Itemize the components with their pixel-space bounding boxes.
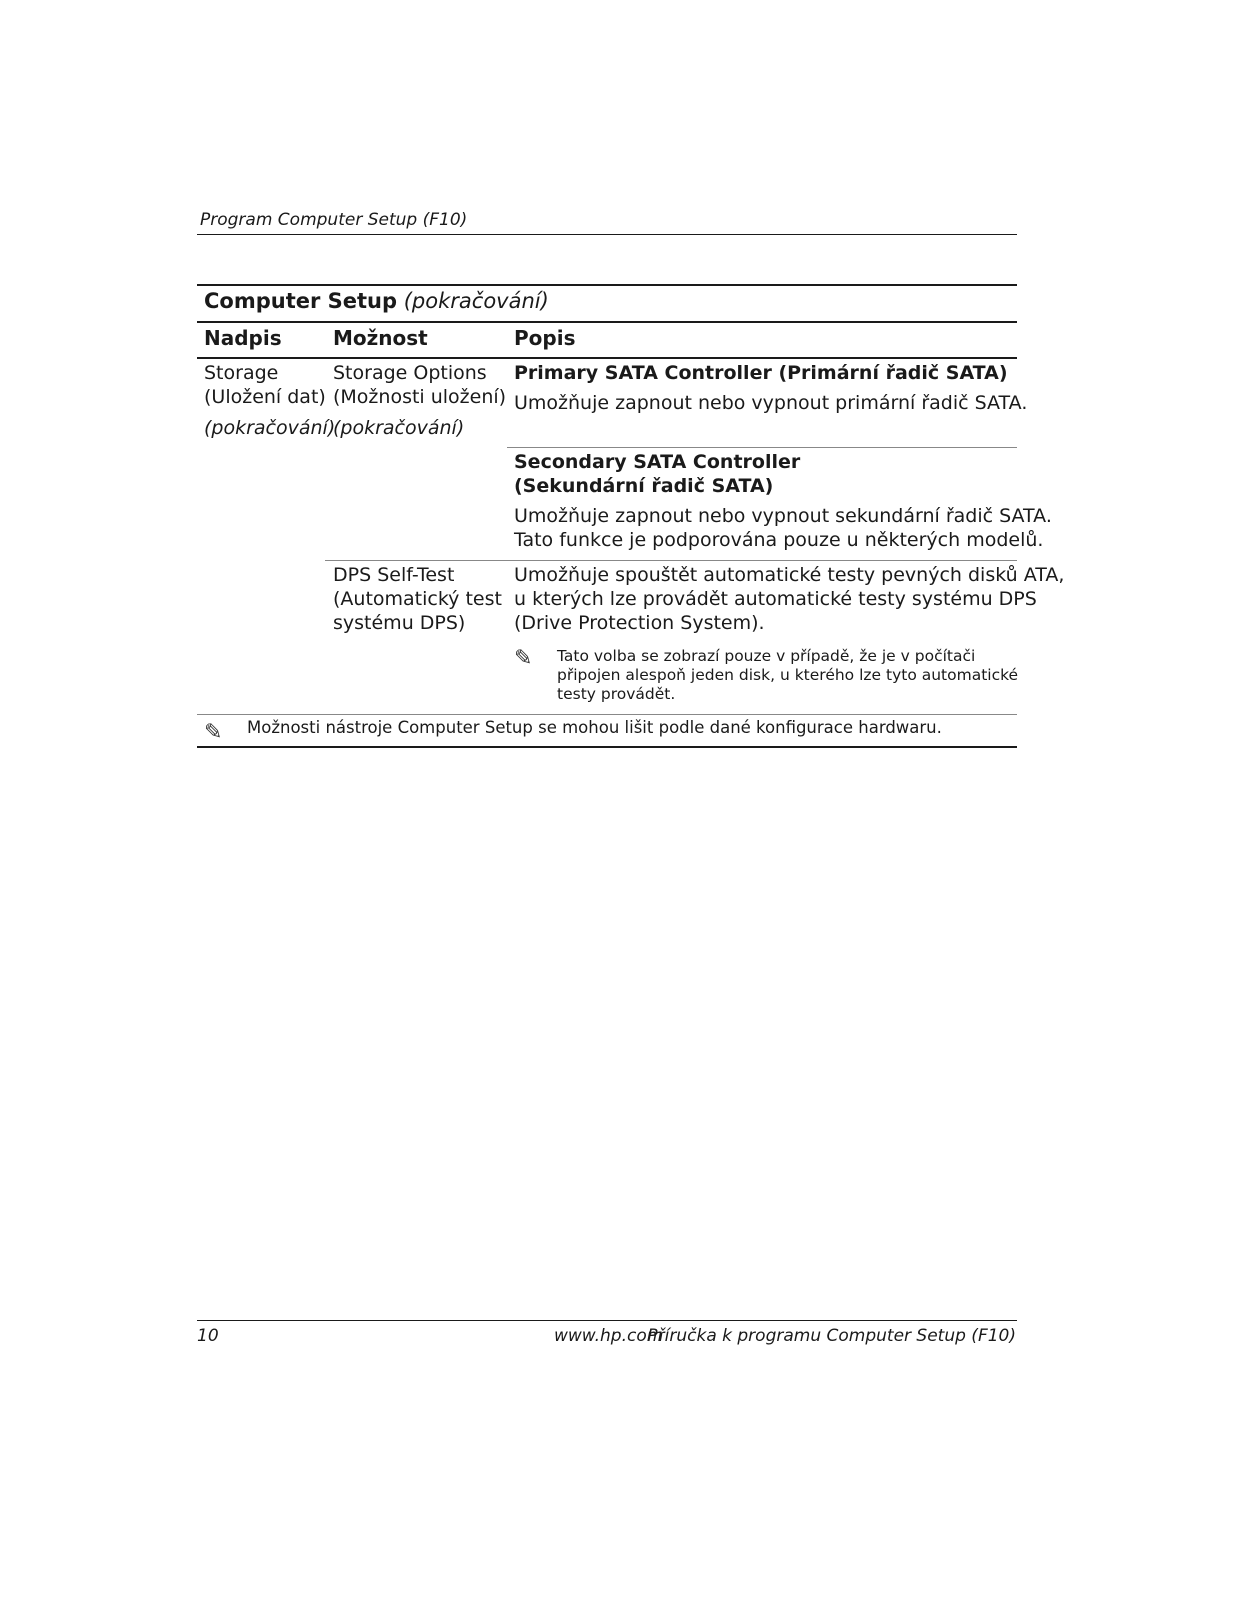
pencil-icon: ✎ xyxy=(204,720,223,745)
option-storage-options-cz: (Možnosti uložení) xyxy=(333,386,507,408)
pencil-icon: ✎ xyxy=(514,646,533,671)
primary-sata-title: Primary SATA Controller (Primární řadič SATA) xyxy=(514,362,1008,384)
dps-note-1: Tato volba se zobrazí pouze v případě, že je v počítači xyxy=(557,647,976,665)
table-footnote: Možnosti nástroje Computer Setup se mohou lišit podle dané konfigurace hardwaru. xyxy=(247,718,942,737)
heading-continued: (pokračování) xyxy=(204,417,336,439)
table-title-suffix: (pokračování) xyxy=(403,289,549,313)
dps-desc-1: Umožňuje spouštět automatické testy pevných disků ATA, xyxy=(514,564,1065,586)
secondary-sata-title-1: Secondary SATA Controller xyxy=(514,451,801,473)
heading-storage: Storage xyxy=(204,362,279,384)
column-header-rule xyxy=(197,357,1017,359)
option-dps-self-test-cz-2: systému DPS) xyxy=(333,612,466,634)
page-number: 10 xyxy=(197,1326,219,1346)
footer-manual-title: Příručka k programu Computer Setup (F10) xyxy=(647,1326,1016,1346)
primary-sata-desc: Umožňuje zapnout nebo vypnout primární řadič SATA. xyxy=(514,392,1028,414)
running-header: Program Computer Setup (F10) xyxy=(200,210,468,230)
column-header-moznost: Možnost xyxy=(333,326,428,350)
table-title-main: Computer Setup xyxy=(204,289,398,313)
footnote-divider xyxy=(197,714,1017,715)
footer-url: www.hp.com xyxy=(554,1326,664,1346)
option-storage-options: Storage Options xyxy=(333,362,487,384)
table-title xyxy=(204,288,549,314)
dps-desc-3: (Drive Protection System). xyxy=(514,612,765,634)
option-dps-self-test: DPS Self-Test xyxy=(333,564,455,586)
secondary-divider xyxy=(325,560,1017,561)
secondary-sata-title-2: (Sekundární řadič SATA) xyxy=(514,475,774,497)
header-rule xyxy=(197,234,1017,235)
column-header-nadpis: Nadpis xyxy=(204,326,282,350)
footer-rule xyxy=(197,1320,1017,1321)
dps-note-2: připojen alespoň jeden disk, u kterého lze tyto automatické xyxy=(557,666,1019,684)
dps-desc-2: u kterých lze provádět automatické testy systému DPS xyxy=(514,588,1037,610)
option-continued: (pokračování) xyxy=(333,417,465,439)
secondary-sata-desc-1: Umožňuje zapnout nebo vypnout sekundární řadič SATA. xyxy=(514,505,1052,527)
table-top-rule xyxy=(197,284,1017,286)
table-bottom-rule xyxy=(197,746,1017,748)
heading-storage-cz: (Uložení dat) xyxy=(204,386,326,408)
title-rule xyxy=(197,321,1017,323)
option-dps-self-test-cz-1: (Automatický test xyxy=(333,588,502,610)
column-header-popis: Popis xyxy=(514,326,576,350)
dps-note-3: testy provádět. xyxy=(557,685,676,703)
primary-divider xyxy=(507,447,1017,448)
secondary-sata-desc-2: Tato funkce je podporována pouze u některých modelů. xyxy=(514,529,1044,551)
